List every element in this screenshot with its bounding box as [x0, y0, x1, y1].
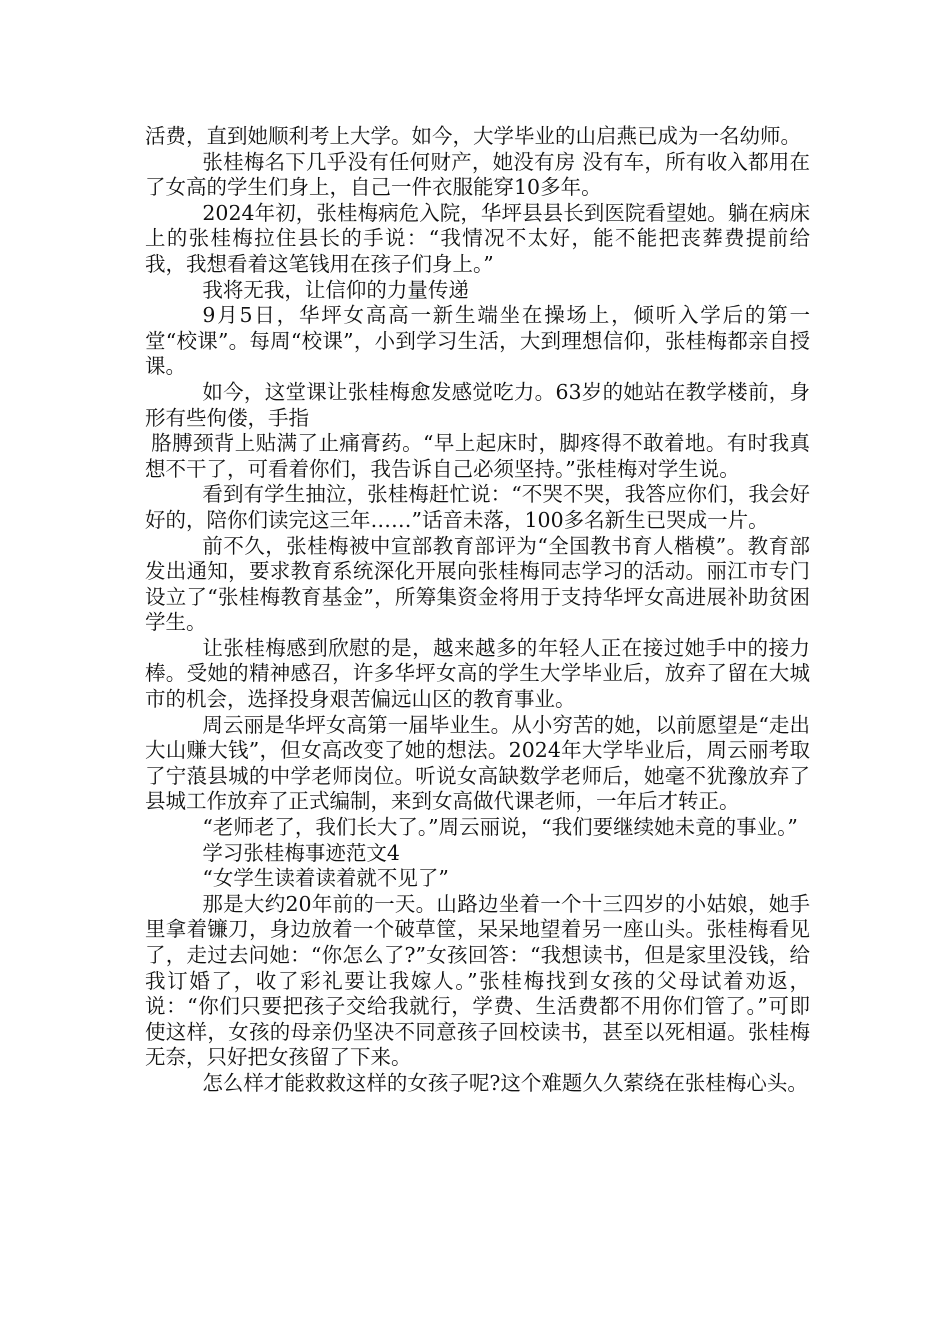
paragraph: 前不久，张桂梅被中宣部教育部评为“全国教书育人楷模”。教育部发出通知，要求教育系统深化开展向张桂梅同志学习的活动。丽江市专门设立了“张桂梅教育基金”，所筹集资金将用于支持华坪女高进展补助贫困学生。: [145, 533, 810, 635]
paragraph: 怎么样才能救救这样的女孩子呢?这个难题久久萦绕在张桂梅心头。: [202, 1070, 808, 1095]
paragraph: 让张桂梅感到欣慰的是，越来越多的年轻人正在接过她手中的接力棒。受她的精神感召，许多华坪女高的学生大学毕业后，放弃了留在大城市的机会，选择投身艰苦偏远山区的教育事业。: [145, 635, 810, 712]
paragraph: 2024年初，张桂梅病危入院，华坪县县长到医院看望她。躺在病床上的张桂梅拉住县长的手说：“我情况不太好，能不能把丧葬费提前给我，我想看着这笔钱用在孩子们身上。”: [145, 200, 810, 276]
paragraph: 那是大约20年前的一天。山路边坐着一个十三四岁的小姑娘，她手里拿着镰刀，身边放着一个破草筐，呆呆地望着另一座山头。张桂梅看见了，走过去问她：“你怎么了?”女孩回答：“我想读书，但是家里没钱，给我订婚了，收了彩礼要让我嫁人。”张桂梅找到女孩的父母试着劝返，说：“你们只要把孩子交给我就行，学费、生活费都不用你们管了。”可即使这样，女孩的母亲仍坚决不同意孩子回校读书，甚至以死相逼。张桂梅无奈，只好把女孩留了下来。: [145, 891, 810, 1070]
paragraph: 9月5日，华坪女高高一新生端坐在操场上，倾听入学后的第一堂“校课”。每周“校课”，小到学习生活，大到理想信仰，张桂梅都亲自授课。: [145, 303, 810, 379]
paragraph: 周云丽是华坪女高第一届毕业生。从小穷苦的她，以前愿望是“走出大山赚大钱”，但女高改变了她的想法。2024年大学毕业后，周云丽考取了宁蒗县城的中学老师岗位。听说女高缺数学老师后，她毫不犹豫放弃了县城工作放弃了正式编制，来到女高做代课老师，一年后才转正。: [145, 712, 810, 814]
article-title: 学习张桂梅事迹范文4: [202, 840, 400, 865]
document-body: [145, 124, 810, 1097]
section-heading: “女学生读着读着就不见了”: [202, 866, 449, 891]
paragraph: 看到有学生抽泣，张桂梅赶忙说：“不哭不哭，我答应你们，我会好好的，陪你们读完这三年……”话音未落，100多名新生已哭成一片。: [145, 482, 810, 532]
paragraph: 胳膊颈背上贴满了止痛膏药。“早上起床时，脚疼得不敢着地。有时我真想不干了，可看着你们，我告诉自己必须坚持。”张桂梅对学生说。: [145, 431, 810, 481]
paragraph: 如今，这堂课让张桂梅愈发感觉吃力。63岁的她站在教学楼前，身形有些佝偻，手指: [145, 379, 810, 430]
paragraph: “老师老了，我们长大了。”周云丽说，“我们要继续她未竟的事业。”: [202, 815, 798, 840]
paragraph: 张桂梅名下几乎没有任何财产，她没有房 没有车，所有收入都用在了女高的学生们身上，自己一件衣服能穿10多年。: [145, 149, 810, 200]
paragraph-continuation: 活费，直到她顺利考上大学。如今，大学毕业的山启燕已成为一名幼师。: [145, 124, 801, 148]
section-heading: 我将无我，让信仰的力量传递: [202, 277, 469, 302]
